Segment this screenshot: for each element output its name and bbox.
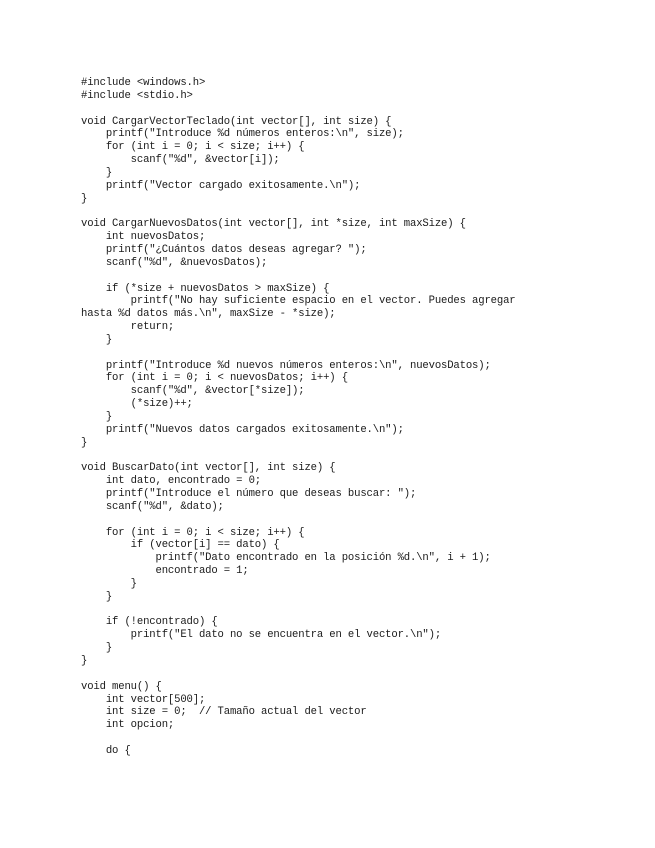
code-line: #include <stdio.h> (81, 89, 193, 102)
code-line: for (int i = 0; i < size; i++) { (81, 526, 305, 539)
code-line: void CargarVectorTeclado(int vector[], int size) { (81, 115, 392, 128)
code-line: if (!encontrado) { (81, 616, 218, 629)
code-line: void menu() { (81, 680, 162, 693)
code-line: hasta %d datos más.\n", maxSize - *size); (81, 308, 336, 321)
code-line: int size = 0; // Tamaño actual del vector (81, 706, 367, 719)
code-line (81, 604, 641, 617)
code-listing (81, 77, 641, 758)
code-line: for (int i = 0; i < size; i++) { (81, 141, 305, 154)
code-line: printf("Nuevos datos cargados exitosamente.\n"); (81, 423, 404, 436)
code-line: int vector[500]; (81, 693, 206, 706)
code-line: } (81, 436, 88, 449)
code-line: #include <windows.h> (81, 77, 206, 89)
code-line (81, 732, 641, 745)
code-line (81, 449, 641, 462)
code-line: } (81, 410, 113, 423)
code-line: printf("Introduce el número que deseas buscar: "); (81, 488, 417, 500)
code-line: void CargarNuevosDatos(int vector[], int *size, int maxSize) { (81, 218, 466, 231)
code-line: } (81, 166, 113, 179)
code-line: do { (81, 744, 131, 757)
code-line: if (*size + nuevosDatos > maxSize) { (81, 282, 330, 295)
code-line (81, 668, 641, 681)
code-line (81, 514, 641, 527)
code-line: scanf("%d", &dato); (81, 500, 224, 513)
code-line: scanf("%d", &vector[i]); (81, 154, 280, 167)
code-line: printf("¿Cuántos datos deseas agregar? "); (81, 243, 367, 256)
code-line: (*size)++; (81, 398, 193, 411)
code-line (81, 103, 641, 116)
code-line: } (81, 642, 113, 655)
code-line (81, 205, 641, 218)
code-line: printf("Introduce %d números enteros:\n", size); (81, 128, 404, 141)
code-line: int dato, encontrado = 0; (81, 475, 262, 488)
code-line (81, 270, 641, 283)
code-line: scanf("%d", &vector[*size]); (81, 385, 305, 398)
code-line: void BuscarDato(int vector[], int size) { (81, 462, 336, 475)
code-line: } (81, 577, 137, 590)
code-line: printf("El dato no se encuentra en el vector.\n"); (81, 629, 442, 642)
code-line: printf("Introduce %d nuevos números enteros:\n", nuevosDatos); (81, 359, 491, 372)
code-line: for (int i = 0; i < nuevosDatos; i++) { (81, 372, 348, 385)
code-line: return; (81, 321, 175, 334)
code-line: } (81, 192, 88, 205)
code-line: if (vector[i] == dato) { (81, 539, 280, 552)
code-line: } (81, 333, 113, 346)
code-line (81, 347, 641, 360)
code-line: printf("Vector cargado exitosamente.\n"); (81, 179, 361, 192)
code-line: int opcion; (81, 719, 175, 732)
code-line: printf("Dato encontrado en la posición %d.\n", i + 1); (81, 552, 491, 565)
code-line: int nuevosDatos; (81, 231, 206, 244)
code-line: scanf("%d", &nuevosDatos); (81, 256, 268, 269)
code-line: } (81, 654, 88, 667)
code-line: printf("No hay suficiente espacio en el vector. Puedes agregar (81, 295, 516, 308)
code-line: } (81, 590, 113, 603)
code-line: encontrado = 1; (81, 565, 249, 578)
